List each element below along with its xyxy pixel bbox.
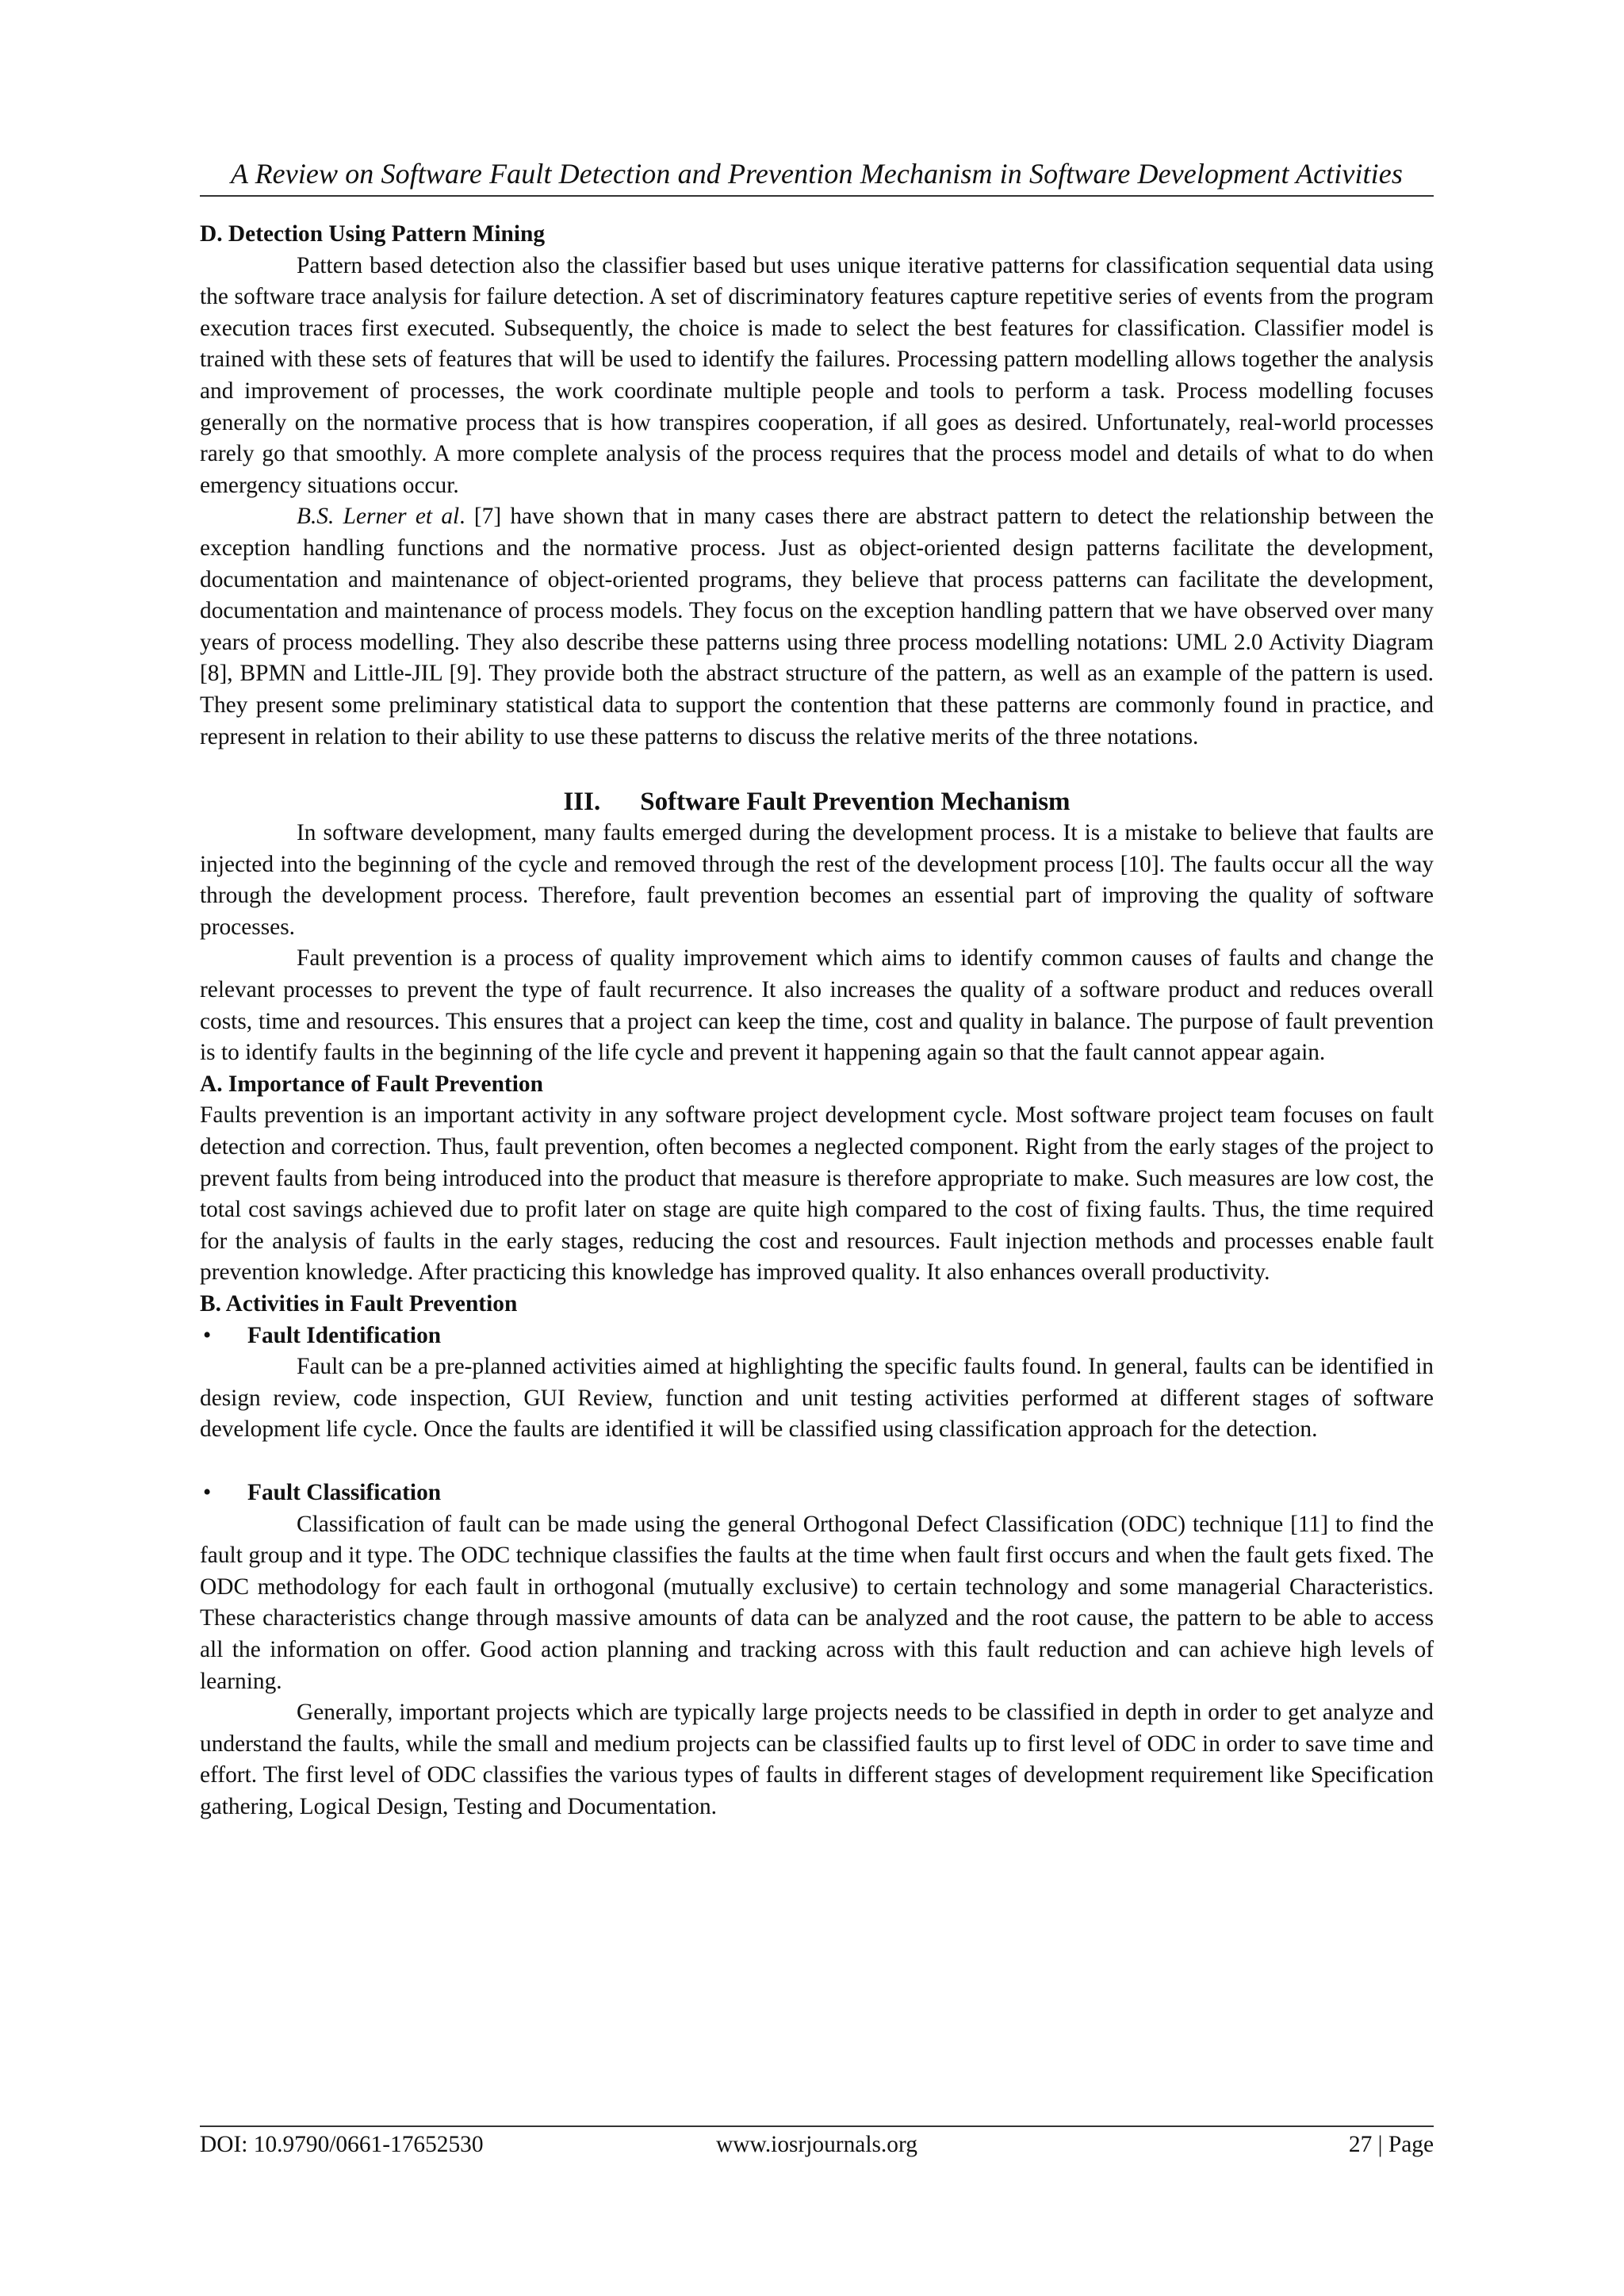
author-citation: B.S. Lerner et al xyxy=(297,504,460,530)
footer-page-number: 27 | Page xyxy=(1348,2132,1434,2157)
section-number: III. xyxy=(563,788,601,817)
body-content xyxy=(200,219,1434,1823)
spacer xyxy=(200,1446,1434,1478)
subsection-heading-a: A. Importance of Fault Prevention xyxy=(200,1071,543,1097)
paragraph-classification-depth: Generally, important projects which are typically large projects needs to be classified in depth in order to get analyze and understand the faults, while the small and medium projects can be classified faults up to first level of ODC in order to save time and effort. The first level of ODC classifies the various types of faults in different stages of development requirement like Specification gathering, Logical Design, Testing and Documentation. xyxy=(200,1700,1434,1819)
bullet-title: Fault Classification xyxy=(247,1479,442,1505)
paragraph-importance: Faults prevention is an important activity in any software project development cycle. Most software project team focuses on fault detection and correction. Thus, fault prevention, often becomes a neglected component. Right from the early stages of the project to prevent faults from being introduced into the product that measure is therefore appropriate to make. Such measures are low cost, the total cost savings achieved due to profit later on stage are quite high compared to the cost of fixing faults. Thus, the time required for the analysis of faults in the early stages, reducing the cost and resources. Fault injection methods and processes enable fault prevention knowledge. After practicing this knowledge has improved quality. It also enhances overall productivity. xyxy=(200,1102,1434,1286)
paragraph-lerner xyxy=(200,501,1434,753)
footer-rule xyxy=(200,2125,1434,2127)
bullet-icon: • xyxy=(203,1479,212,1505)
bullet-title: Fault Identification xyxy=(247,1322,442,1348)
footer-website: www.iosrjournals.org xyxy=(716,2132,917,2157)
running-header: A Review on Software Fault Detection and Prevention Mechanism in Software Development Activities xyxy=(231,158,1403,190)
paragraph-prevention-process: Fault prevention is a process of quality improvement which aims to identify common causes of faults and change the relevant processes to prevent the type of fault recurrence. It also increases the quality of a software product and reduces overall costs, time and resources. This ensures that a project can keep the time, cost and quality in balance. The purpose of fault prevention is to identify faults in the beginning of the life cycle and prevent it happening again so that the fault cannot appear again. xyxy=(200,945,1434,1066)
paragraph-prevention-intro: In software development, many faults emerged during the development process. It is a mistake to believe that faults are injected into the beginning of the cycle and removed through the rest of the development process [10]. The faults occur all the way through the development process. Therefore, fault prevention becomes an essential part of improving the quality of software processes. xyxy=(200,820,1434,940)
header-rule xyxy=(200,195,1434,197)
section-heading-iii xyxy=(200,786,1434,818)
subsection-heading-b: B. Activities in Fault Prevention xyxy=(200,1291,518,1317)
paragraph-fault-classification: Classification of fault can be made using the general Orthogonal Defect Classification (ODC) technique [11] to find the fault group and it type. The ODC technique classifies the faults at the time when fault first occurs and when the fault gets fixed. The ODC methodology for each fault in orthogonal (mutually exclusive) to certain technology and some managerial Characteristics. These characteristics change through massive amounts of data can be analyzed and the root cause, the pattern to be able to access all the information on offer. Good action planning and tracking across with this fault reduction and can achieve high levels of learning. xyxy=(200,1511,1434,1694)
footer-doi: DOI: 10.9790/0661-17652530 xyxy=(200,2132,484,2157)
bullet-icon: • xyxy=(203,1322,212,1348)
paragraph-pattern-detection: Pattern based detection also the classifier based but uses unique iterative patterns for classification sequential data using the software trace analysis for failure detection. A set of discriminatory features capture repetitive series of events from the program execution traces first executed. Subsequently, the choice is made to select the best features for classification. Classifier model is trained with these sets of features that will be used to identify the failures. Processing pattern modelling allows together the analysis and improvement of processes, the work coordinate multiple people and tools to perform a task. Process modelling focuses generally on the normative process that is how transpires cooperation, if all goes as desired. Unfortunately, real-world processes rarely go that smoothly. A more complete analysis of the process requires that the process model and details of what to do when emergency situations occur. xyxy=(200,252,1434,498)
paragraph-fault-identification: Fault can be a pre-planned activities aimed at highlighting the specific faults found. In general, faults can be identified in design review, code inspection, GUI Review, function and unit testing activities performed at different stages of software development life cycle. Once the faults are identified it will be classified using classification approach for the detection. xyxy=(200,1354,1434,1443)
bullet-fault-classification xyxy=(200,1478,1434,1509)
paragraph-lerner-text: . [7] have shown that in many cases there are abstract pattern to detect the relationship between the exception handling functions and the normative process. Just as object-oriented design patterns facilitate the development, documentation and maintenance of object-oriented programs, they believe that process patterns can facilitate the development, documentation and maintenance of process models. They focus on the exception handling pattern that we have observed over many years of process modelling. They also describe these patterns using three process modelling notations: UML 2.0 Activity Diagram [8], BPMN and Little-JIL [9]. They provide both the abstract structure of the pattern, as well as an example of the pattern is used. They present some preliminary statistical data to support the contention that these patterns are commonly found in practice, and represent in relation to their ability to use these patterns to discuss the relative merits of the three notations. xyxy=(200,504,1434,749)
section-title: Software Fault Prevention Mechanism xyxy=(640,788,1071,817)
journal-page xyxy=(200,0,1434,2296)
subsection-heading-d: D. Detection Using Pattern Mining xyxy=(200,221,546,247)
bullet-fault-identification xyxy=(200,1320,1434,1352)
